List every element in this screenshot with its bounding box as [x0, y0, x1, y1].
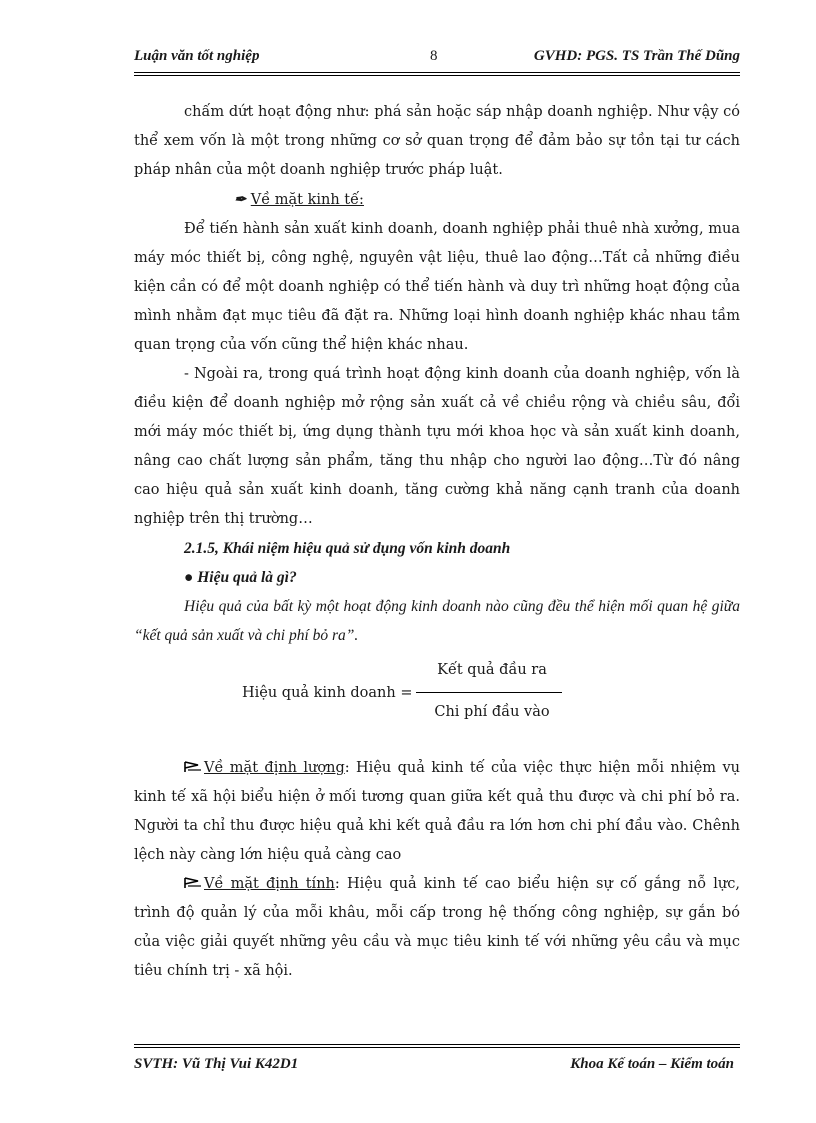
pen-nib-icon: ✒ [234, 191, 247, 208]
paragraph-quantitative: Về mặt định lượng: Hiệu quả kinh tế của việc thực hiện mỗi nhiệm vụ kinh tế xã hội biểu hiện ở mối tương quan giữa kết quả thu được và chi phí bỏ ra. Người ta chỉ thu được hiệu quả khi kết quả đầu ra lớn hơn chi phí đầu vào. Chênh lệch này càng lớn hiệu quả càng cao [134, 760, 740, 863]
pencil-flag-icon [184, 761, 202, 773]
economic-aspect-heading: ✒ Về mặt kinh tế: [134, 185, 740, 215]
supervisor-name: GVHD: PGS. TS Trần Thế Dũng [533, 48, 740, 64]
paragraph-economic-aspect: Để tiến hành sản xuất kinh doanh, doanh nghiệp phải thuê nhà xưởng, mua máy móc thiết bị, công nghệ, nguyên vật liệu, thuê lao động…Tất cả những điều kiện cần có để một doanh nghiệp có thể tiến hành và duy trì những hoạt động của mình nhằm đạt mục tiêu đã đặt ra. Những loại hình doanh nghiệp khác nhau tầm quan trọng của vốn cũng thể hiện khác nhau. [134, 221, 740, 353]
efficiency-formula [134, 656, 740, 740]
formula-numerator: Kết quả đầu ra [437, 662, 547, 678]
pencil-flag-icon [184, 877, 202, 889]
section-heading: 2.1.5, Khái niệm hiệu quả sử dụng vốn kinh doanh [184, 540, 511, 557]
efficiency-definition: Hiệu quả của bất kỳ một hoạt động kinh doanh nào cũng đều thể hiện mối quan hệ giữa “kết quả sản xuất và chi phí bỏ ra”. [134, 598, 740, 644]
formula-denominator: Chi phí đầu vào [434, 704, 550, 720]
paragraph-qualitative: Về mặt định tính: Hiệu quả kinh tế cao biểu hiện sự cố gắng nỗ lực, trình độ quản lý của mỗi khâu, mỗi cấp trong hệ thống công nghiệp, sự gắn bó của việc giải quyết những yêu cầu và mục tiêu kinh tế với những yêu cầu và mục tiêu chính trị - xã hội. [134, 876, 740, 979]
fraction-bar [416, 692, 562, 693]
paragraph-legal-conclusion: chấm dứt hoạt động như: phá sản hoặc sáp nhập doanh nghiệp. Như vậy có thể xem vốn là một trong những cơ sở quan trọng để đảm bảo sự tồn tại tư cách pháp nhân của một doanh nghiệp trước pháp luật. [134, 104, 740, 178]
document-body [134, 98, 740, 986]
paragraph-capital-expansion: - Ngoài ra, trong quá trình hoạt động kinh doanh của doanh nghiệp, vốn là điều kiện để doanh nghiệp mở rộng sản xuất cả về chiều rộng và chiều sâu, đổi mới máy móc thiết bị, ứng dụng thành tựu mới khoa học và sản xuất kinh doanh, nâng cao chất lượng sản phẩm, tăng thu nhập cho người lao động…Từ đó nâng cao hiệu quả sản xuất kinh doanh, tăng cường khả năng cạnh tranh của doanh nghiệp trên thị trường… [134, 366, 740, 527]
footer-rule [134, 1044, 740, 1048]
formula-lhs: Hiệu quả kinh doanh = [242, 685, 413, 701]
page-number: 8 [430, 48, 438, 64]
document-title: Luận văn tốt nghiệp [134, 48, 260, 64]
page-header [134, 48, 740, 72]
student-name: SVTH: Vũ Thị Vui K42D1 [134, 1056, 299, 1072]
bullet-icon: ● [184, 569, 194, 586]
faculty-name: Khoa Kế toán – Kiểm toán [570, 1056, 734, 1072]
question-heading: ● Hiệu quả là gì? [184, 569, 297, 586]
header-rule [134, 72, 740, 76]
